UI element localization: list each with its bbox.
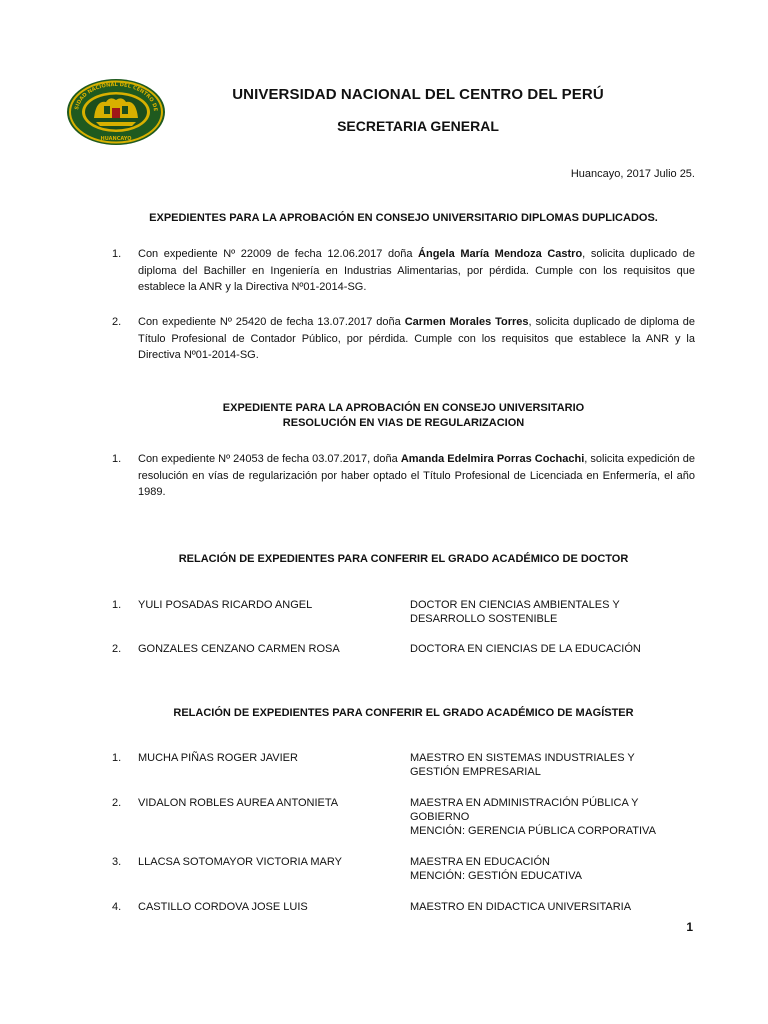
row-number: 2. xyxy=(112,797,122,809)
degree-text: DOCTORA EN CIENCIAS DE LA EDUCACIÓN xyxy=(410,643,641,655)
candidate-name: VIDALON ROBLES AUREA ANTONIETA xyxy=(138,797,339,809)
candidate-name: LLACSA SOTOMAYOR VICTORIA MARY xyxy=(138,856,342,868)
item-text: Con expediente Nº 24053 de fecha 03.07.2017, doña Amanda Edelmira Porras Cochachi, solicita expedición de resolución en vías de regularización por haber optado el Título Profesional de Licenciada en Enfermería, el año 1989. xyxy=(138,453,695,498)
list-item xyxy=(112,314,695,364)
item-number: 1. xyxy=(112,453,122,465)
candidate-name: MUCHA PIÑAS ROGER JAVIER xyxy=(138,752,298,764)
section-title-line: EXPEDIENTE PARA LA APROBACIÓN EN CONSEJO UNIVERSITARIO xyxy=(222,402,585,414)
item-text: Con expediente Nº 22009 de fecha 12.06.2017 doña Ángela María Mendoza Castro, solicita duplicado de diploma del Bachiller en Ingeniería en Industrias Alimentarias, por pérdida. Cumple con los requisitos que establece la ANR y la Directiva Nº01-2014-SG. xyxy=(138,248,695,293)
section-doctor-title: RELACIÓN DE EXPEDIENTES PARA CONFERIR EL GRADO ACADÉMICO DE DOCTOR xyxy=(178,553,629,565)
candidate-name: YULI POSADAS RICARDO ANGEL xyxy=(138,599,313,611)
row-number: 2. xyxy=(112,643,122,655)
row-number: 1. xyxy=(112,599,122,611)
section-magister-title: RELACIÓN DE EXPEDIENTES PARA CONFERIR EL GRADO ACADÉMICO DE MAGÍSTER xyxy=(173,707,634,719)
item-text: Con expediente Nº 25420 de fecha 13.07.2017 doña Carmen Morales Torres, solicita duplicado de diploma de Título Profesional de Contador Público, por pérdida. Cumple con los requisitos que establece la ANR y la Directiva Nº01-2014-SG. xyxy=(138,316,695,361)
section-duplicados-title: EXPEDIENTES PARA LA APROBACIÓN EN CONSEJO UNIVERSITARIO DIPLOMAS DUPLICADOS. xyxy=(149,212,658,224)
list-item xyxy=(112,246,695,296)
item-number: 1. xyxy=(112,248,122,260)
seal-text-top: SIDAD NACIONAL DEL CENTRO DE xyxy=(74,81,159,112)
degree-text: MAESTRO EN SISTEMAS INDUSTRIALES Y GESTIÓN EMPRESARIAL xyxy=(410,752,635,778)
office-title: SECRETARIA GENERAL xyxy=(337,118,499,134)
row-number: 4. xyxy=(112,901,122,913)
item-number: 2. xyxy=(112,316,122,328)
page-number: 1 xyxy=(686,920,693,934)
university-title: UNIVERSIDAD NACIONAL DEL CENTRO DEL PERÚ xyxy=(232,86,604,103)
seal-text-bottom: HUANCAYO xyxy=(100,136,132,142)
section-regularizacion-title xyxy=(112,401,695,431)
section-title-line: RESOLUCIÓN EN VIAS DE REGULARIZACION xyxy=(282,417,525,429)
degree-text: MAESTRO EN DIDACTICA UNIVERSITARIA xyxy=(410,901,632,913)
list-item xyxy=(112,451,695,501)
candidate-name: GONZALES CENZANO CARMEN ROSA xyxy=(138,643,340,655)
row-number: 1. xyxy=(112,752,122,764)
document-date: Huancayo, 2017 Julio 25. xyxy=(570,168,695,180)
row-number: 3. xyxy=(112,856,122,868)
degree-text: MAESTRA EN ADMINISTRACIÓN PÚBLICA Y GOBIERNO MENCIÓN: GERENCIA PÚBLICA CORPORATIVA xyxy=(410,797,656,837)
degree-text: DOCTOR EN CIENCIAS AMBIENTALES Y DESARROLLO SOSTENIBLE xyxy=(410,599,620,625)
candidate-name: CASTILLO CORDOVA JOSE LUIS xyxy=(138,901,308,913)
degree-text: MAESTRA EN EDUCACIÓN MENCIÓN: GESTIÓN EDUCATIVA xyxy=(410,856,582,882)
